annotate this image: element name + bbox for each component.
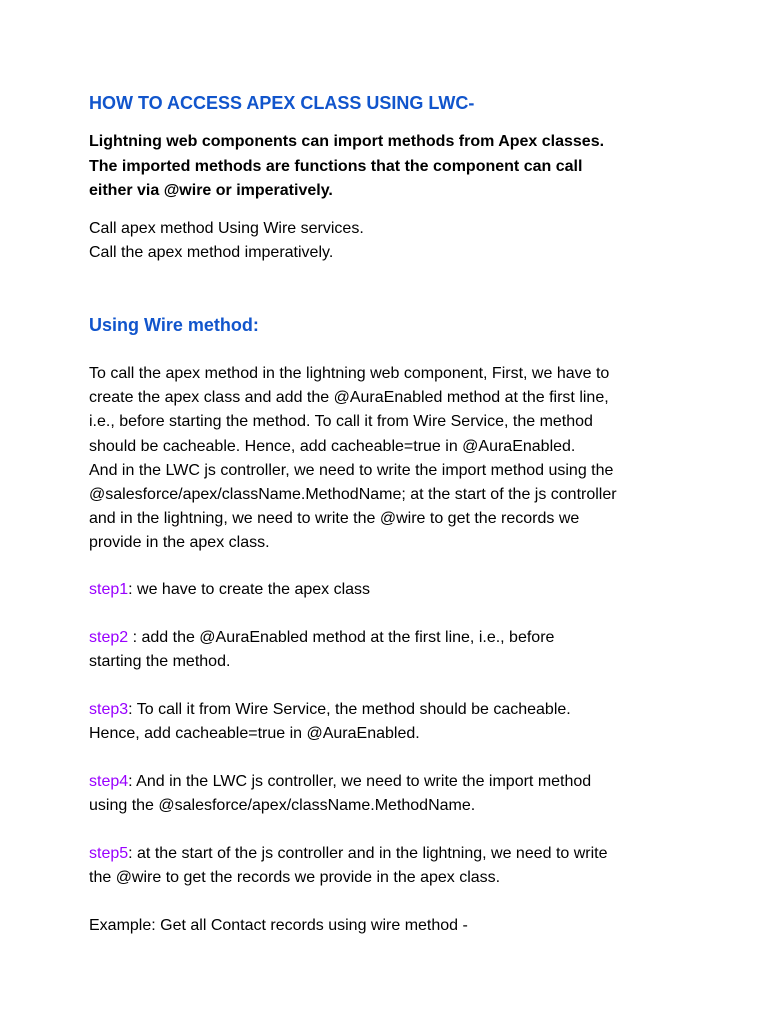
description-line: create the apex class and add the @AuraEnabled method at the first line, bbox=[89, 389, 609, 407]
step-2 bbox=[89, 626, 689, 674]
description-paragraph bbox=[89, 362, 689, 556]
call-methods-list bbox=[89, 217, 364, 265]
description-line: provide in the apex class. bbox=[89, 534, 270, 552]
step-label: step5 bbox=[89, 845, 129, 862]
step-text: : add the @AuraEnabled method at the first line, i.e., before bbox=[128, 629, 555, 646]
step-4 bbox=[89, 770, 689, 818]
step-label: step4 bbox=[89, 773, 129, 790]
step-text: : To call it from Wire Service, the method should be cacheable. bbox=[128, 701, 571, 718]
description-line: should be cacheable. Hence, add cacheable=true in @AuraEnabled. bbox=[89, 437, 576, 455]
step-continuation: Hence, add cacheable=true in @AuraEnabled. bbox=[89, 725, 420, 743]
step-continuation: the @wire to get the records we provide in the apex class. bbox=[89, 869, 501, 887]
step-line bbox=[89, 698, 689, 722]
step-line bbox=[89, 626, 689, 650]
step-label: step2 bbox=[89, 629, 129, 646]
step-line bbox=[89, 842, 689, 866]
example-text: Example: Get all Contact records using wire method - bbox=[89, 917, 468, 934]
intro-line: The imported methods are functions that the component can call bbox=[89, 157, 583, 175]
intro-paragraph bbox=[89, 130, 689, 204]
step-text: : at the start of the js controller and in the lightning, we need to write bbox=[128, 845, 608, 862]
step-text: : And in the LWC js controller, we need to write the import method bbox=[128, 773, 592, 790]
step-text: : we have to create the apex class bbox=[128, 581, 371, 598]
step-continuation: using the @salesforce/apex/className.MethodName. bbox=[89, 797, 476, 815]
step-continuation: starting the method. bbox=[89, 653, 231, 671]
description-line: And in the LWC js controller, we need to write the import method using the bbox=[89, 461, 614, 479]
section-heading: Using Wire method: bbox=[89, 315, 259, 335]
step-5 bbox=[89, 842, 689, 890]
example-line bbox=[89, 914, 689, 938]
call-method-imperative: Call the apex method imperatively. bbox=[89, 244, 334, 261]
intro-line: Lightning web components can import methods from Apex classes. bbox=[89, 133, 605, 150]
description-line: and in the lightning, we need to write the @wire to get the records we bbox=[89, 510, 580, 528]
description-line: @salesforce/apex/className.MethodName; at the start of the js controller bbox=[89, 486, 617, 504]
intro-line: either via @wire or imperatively. bbox=[89, 182, 333, 199]
step-line bbox=[89, 578, 689, 602]
page-title: HOW TO ACCESS APEX CLASS USING LWC- bbox=[89, 93, 475, 113]
step-label: step1 bbox=[89, 581, 129, 598]
description-line: To call the apex method in the lightning web component, First, we have to bbox=[89, 365, 610, 382]
description-line: i.e., before starting the method. To call it from Wire Service, the method bbox=[89, 413, 593, 431]
call-method-wire: Call apex method Using Wire services. bbox=[89, 220, 364, 237]
step-line bbox=[89, 770, 689, 794]
step-3 bbox=[89, 698, 689, 746]
step-label: step3 bbox=[89, 701, 129, 718]
step-1 bbox=[89, 578, 689, 602]
